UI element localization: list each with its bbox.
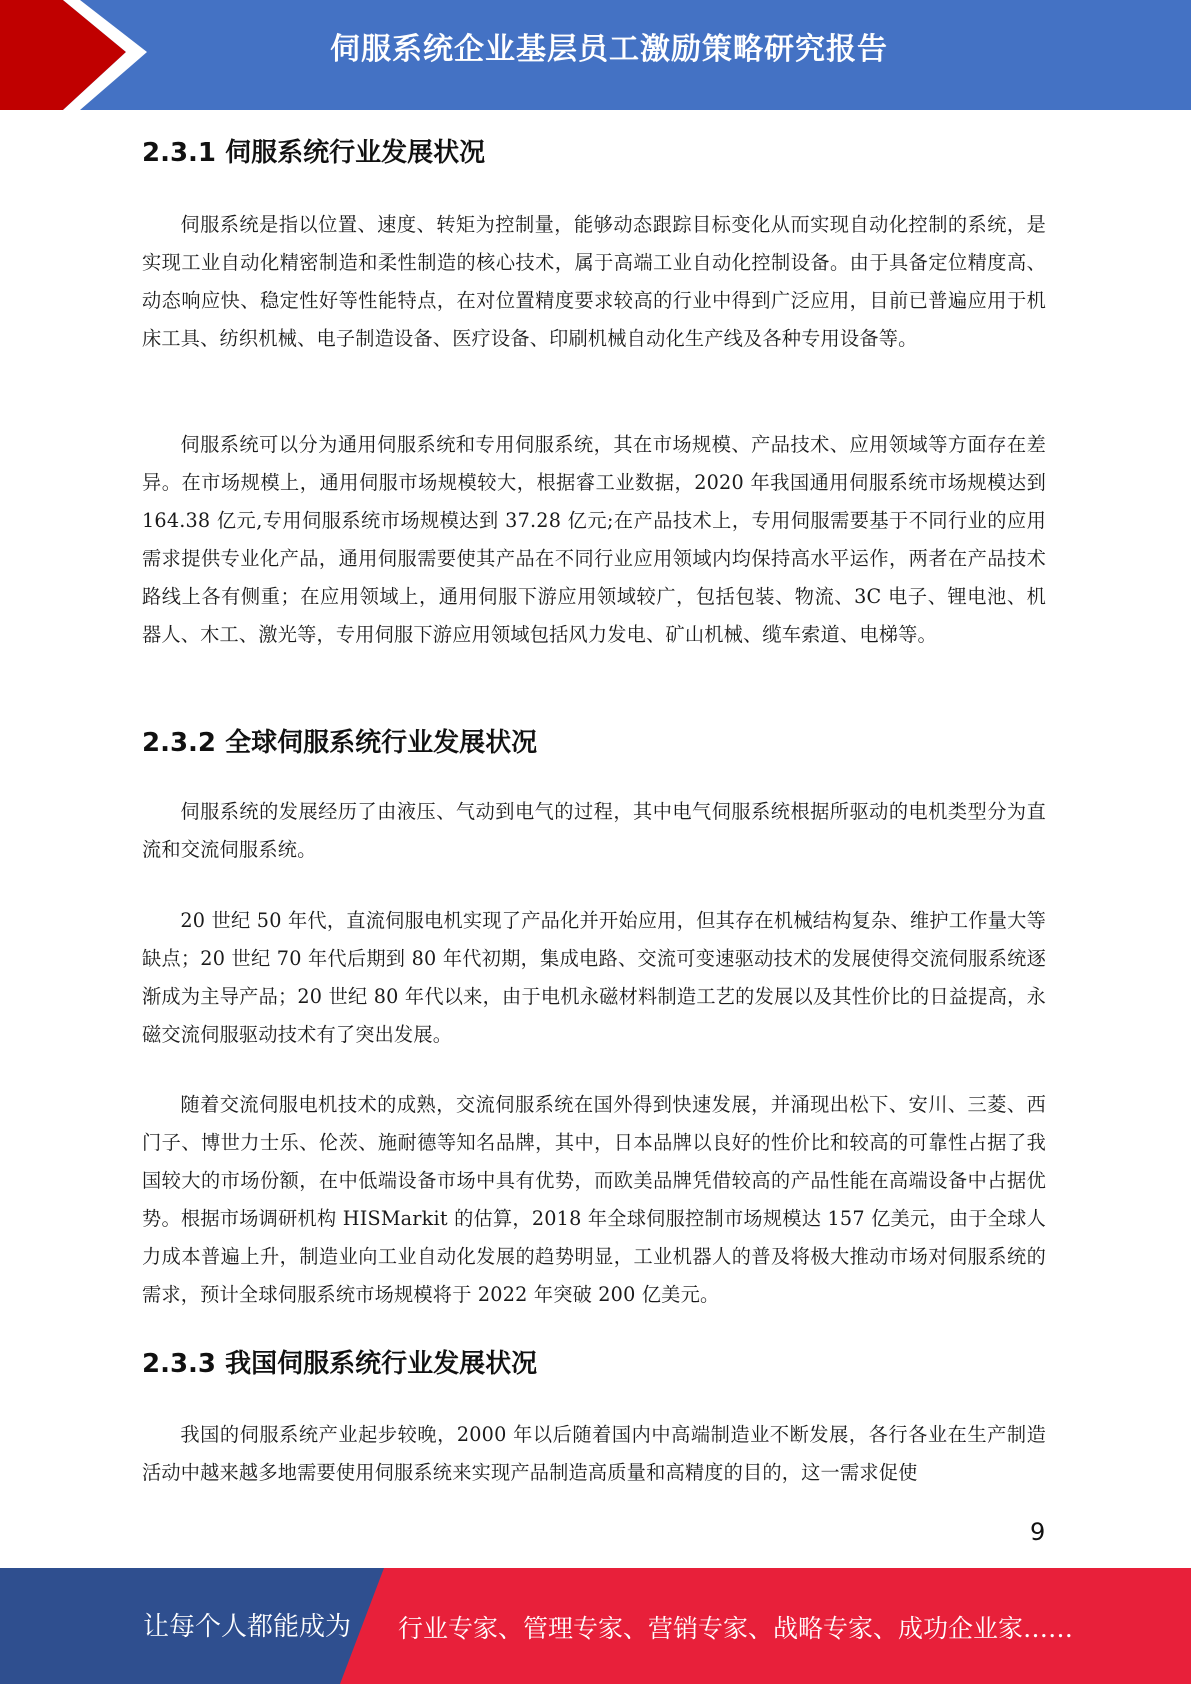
paragraph: 我国的伺服系统产业起步较晚，2000 年以后随着国内中高端制造业不断发展，各行各业在生产制造活动中越来越多地需要使用伺服系统来实现产品制造高质量和高精度的目的，这一需求促使	[142, 1423, 1046, 1484]
section-heading-2-3-3: 2.3.3 我国伺服系统行业发展状况	[142, 1349, 538, 1379]
paragraph: 伺服系统可以分为通用伺服系统和专用伺服系统，其在市场规模、产品技术、应用领域等方面存在差异。在市场规模上，通用伺服市场规模较大，根据睿工业数据，2020 年我国通用伺服系统市场规模达到 164.38 亿元,专用伺服系统市场规模达到 37.28 亿元;在产品技术上，专用伺服需要基于不同行业的应用需求提供专业化产品，通用伺服需要使其产品在不同行业应用领域内均保持高水平运作，两者在产品技术路线上各有侧重；在应用领域上，通用伺服下游应用领域较广，包括包装、物流、3C 电子、锂电池、机器人、木工、激光等，专用伺服下游应用领域包括风力发电、矿山机械、缆车索道、电梯等。	[142, 433, 1046, 646]
footer-slogan-right: 行业专家、管理专家、营销专家、战略专家、成功企业家……	[398, 1614, 1074, 1643]
paragraph: 20 世纪 50 年代，直流伺服电机实现了产品化并开始应用，但其存在机械结构复杂、维护工作量大等缺点；20 世纪 70 年代后期到 80 年代初期，集成电路、交流可变速驱动技术的发展使得交流伺服系统逐渐成为主导产品；20 世纪 80 年代以来，由于电机永磁材料制造工艺的发展以及其性价比的日益提高，永磁交流伺服驱动技术有了突出发展。	[142, 909, 1046, 1046]
header-title: 伺服系统企业基层员工激励策略研究报告	[330, 32, 888, 67]
header-arrow-decoration	[0, 0, 160, 110]
paragraph: 伺服系统的发展经历了由液压、气动到电气的过程，其中电气伺服系统根据所驱动的电机类型分为直流和交流伺服系统。	[142, 800, 1046, 861]
section-heading-2-3-1: 2.3.1 伺服系统行业发展状况	[142, 138, 486, 168]
page-header	[0, 0, 1191, 110]
footer-slogan-left: 让每个人都能成为	[143, 1612, 352, 1642]
paragraph: 随着交流伺服电机技术的成熟，交流伺服系统在国外得到快速发展，并涌现出松下、安川、三菱、西门子、博世力士乐、伦茨、施耐德等知名品牌，其中，日本品牌以良好的性价比和较高的可靠性占据了我国较大的市场份额，在中低端设备市场中具有优势，而欧美品牌凭借较高的产品性能在高端设备中占据优势。根据市场调研机构 HISMarkit 的估算，2018 年全球伺服控制市场规模达 157 亿美元，由于全球人力成本普遍上升，制造业向工业自动化发展的趋势明显，工业机器人的普及将极大推动市场对伺服系统的需求，预计全球伺服系统市场规模将于 2022 年突破 200 亿美元。	[142, 1093, 1046, 1306]
section-heading-2-3-2: 2.3.2 全球伺服系统行业发展状况	[142, 728, 538, 758]
page-footer	[0, 1568, 1191, 1684]
paragraph: 伺服系统是指以位置、速度、转矩为控制量，能够动态跟踪目标变化从而实现自动化控制的系统，是实现工业自动化精密制造和柔性制造的核心技术，属于高端工业自动化控制设备。由于具备定位精度高、动态响应快、稳定性好等性能特点，在对位置精度要求较高的行业中得到广泛应用，目前已普遍应用于机床工具、纺织机械、电子制造设备、医疗设备、印刷机械自动化生产线及各种专用设备等。	[142, 213, 1046, 350]
page-number: 9	[1030, 1518, 1046, 1546]
